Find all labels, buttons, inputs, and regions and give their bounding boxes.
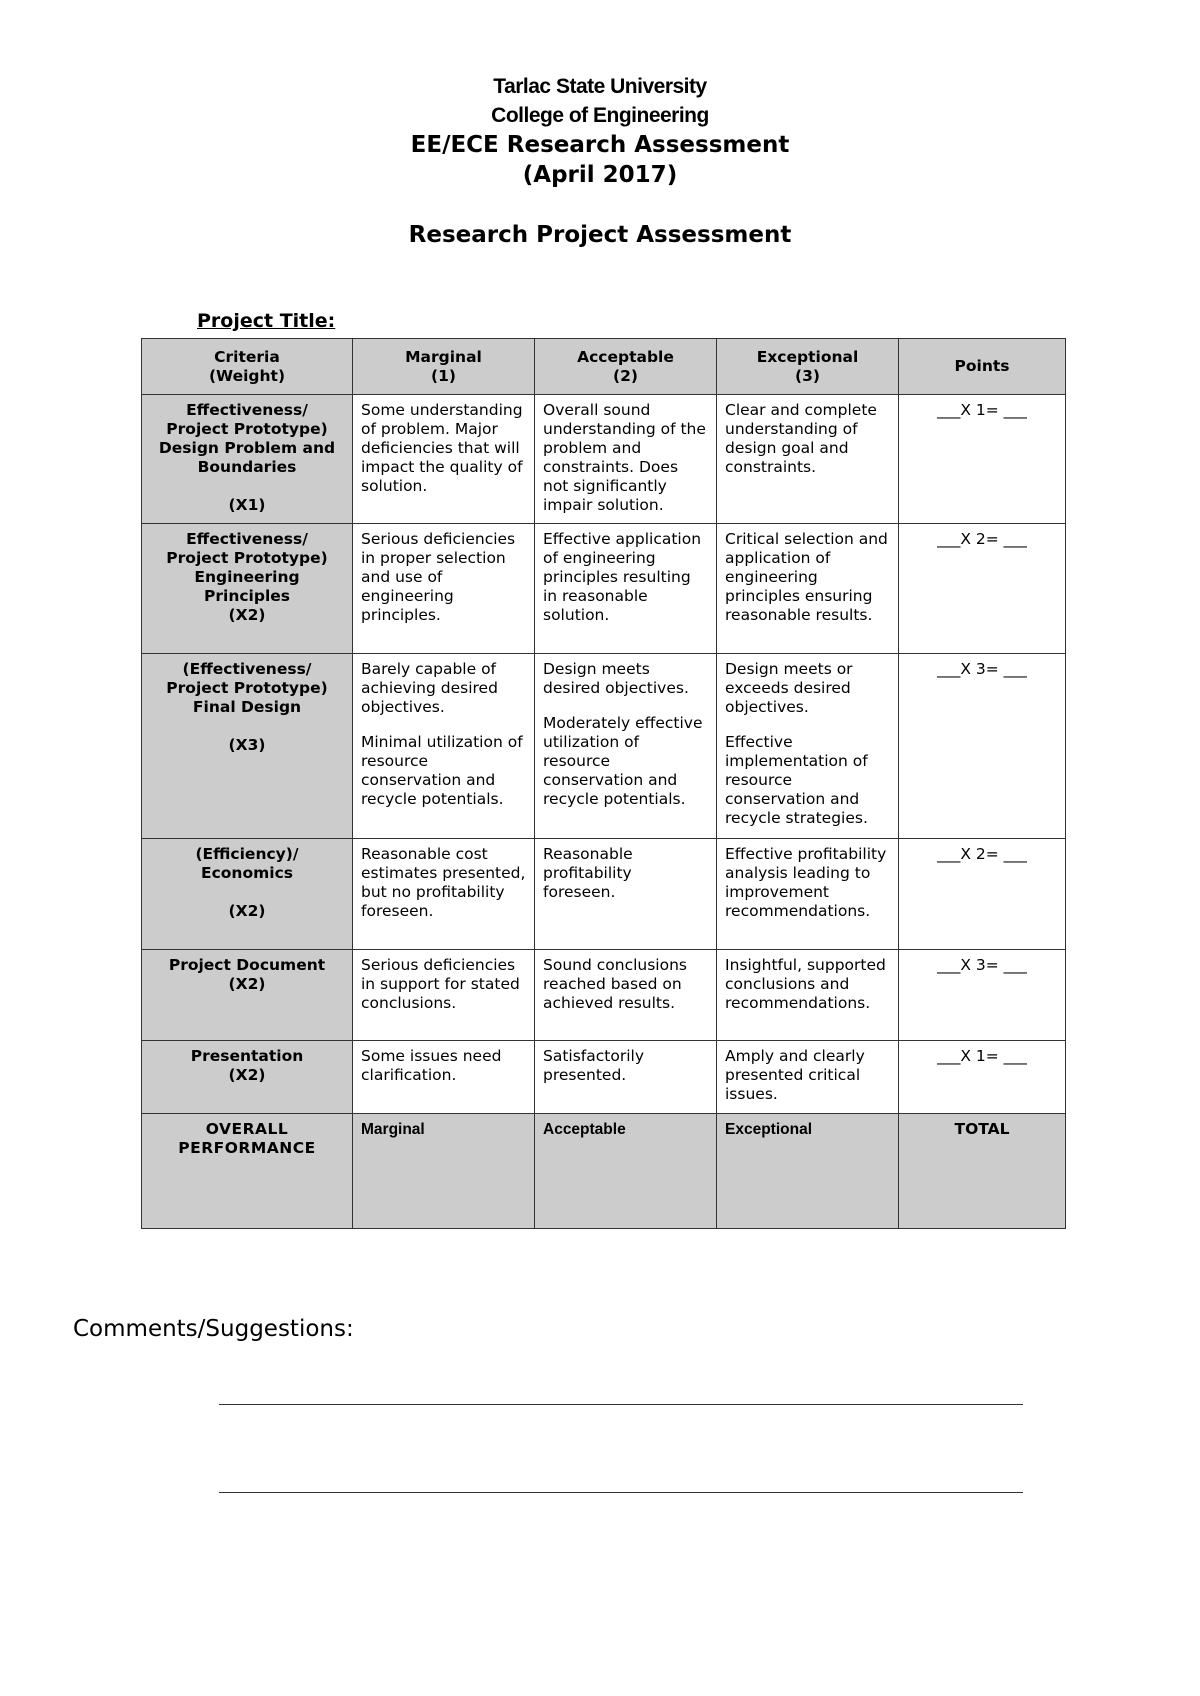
criteria-cell xyxy=(142,839,353,950)
acceptable-cell xyxy=(535,524,717,654)
criteria-text: Principles xyxy=(204,587,290,605)
exceptional-text: Effective profitability analysis leading to improvement recommendations. xyxy=(725,845,887,920)
points-cell[interactable]: ___X 3= ___ xyxy=(899,654,1066,839)
table-row xyxy=(142,839,1066,950)
exceptional-text: Insightful, supported conclusions and recommendations. xyxy=(725,956,886,1012)
overall-performance-label xyxy=(142,1114,353,1229)
criteria-text: Engineering xyxy=(194,568,300,586)
exceptional-cell xyxy=(717,395,899,524)
criteria-text: (X1) xyxy=(228,496,266,514)
exceptional-cell xyxy=(717,839,899,950)
overall-marginal-cell[interactable]: Marginal xyxy=(353,1114,535,1229)
table-row xyxy=(142,654,1066,839)
acceptable-text: Moderately effective utilization of resource conservation and recycle potentials. xyxy=(543,714,703,808)
overall-exceptional-cell[interactable]: Exceptional xyxy=(717,1114,899,1229)
exceptional-cell xyxy=(717,1041,899,1114)
marginal-text: Serious deficiencies in support for stated conclusions. xyxy=(361,956,520,1012)
criteria-text: (Effectiveness/ xyxy=(182,660,312,678)
table-row xyxy=(142,1041,1066,1114)
acceptable-text: Design meets desired objectives. xyxy=(543,660,689,697)
header-criteria: Criteria (Weight) xyxy=(142,339,353,395)
marginal-cell xyxy=(353,1041,535,1114)
university-name: Tarlac State University xyxy=(493,75,707,98)
acceptable-cell xyxy=(535,1041,717,1114)
overall-label-text: OVERALL xyxy=(205,1120,289,1138)
rubric-table xyxy=(141,338,1066,1229)
criteria-text: (X2) xyxy=(228,902,266,920)
points-cell[interactable]: ___X 3= ___ xyxy=(899,950,1066,1041)
exceptional-cell xyxy=(717,654,899,839)
criteria-cell xyxy=(142,395,353,524)
acceptable-text: Overall sound understanding of the problem and constraints. Does not significantly impair solution. xyxy=(543,401,706,514)
marginal-text: Barely capable of achieving desired objectives. xyxy=(361,660,498,716)
marginal-text: Reasonable cost estimates presented, but no profitability foreseen. xyxy=(361,845,526,920)
acceptable-text: Sound conclusions reached based on achieved results. xyxy=(543,956,687,1012)
overall-label-text: PERFORMANCE xyxy=(178,1139,316,1157)
marginal-text: Serious deficiencies in proper selection and use of engineering principles. xyxy=(361,530,516,624)
marginal-cell xyxy=(353,839,535,950)
criteria-text xyxy=(150,883,344,902)
table-row xyxy=(142,395,1066,524)
table-row xyxy=(142,524,1066,654)
marginal-cell xyxy=(353,395,535,524)
acceptable-text: Effective application of engineering principles resulting in reasonable solution. xyxy=(543,530,702,624)
exceptional-cell xyxy=(717,950,899,1041)
acceptable-text: Reasonable profitability foreseen. xyxy=(543,845,633,901)
acceptable-cell xyxy=(535,395,717,524)
criteria-text: (X3) xyxy=(228,736,266,754)
criteria-text xyxy=(150,477,344,496)
criteria-text: (X2) xyxy=(228,975,266,993)
header-points: Points xyxy=(899,339,1066,395)
criteria-text: (X2) xyxy=(228,606,266,624)
header-acceptable: Acceptable (2) xyxy=(535,339,717,395)
criteria-text: Boundaries xyxy=(197,458,297,476)
acceptable-cell xyxy=(535,839,717,950)
acceptable-cell xyxy=(535,950,717,1041)
assessment-date: (April 2017) xyxy=(522,162,678,188)
header-exceptional: Exceptional (3) xyxy=(717,339,899,395)
criteria-text xyxy=(150,717,344,736)
marginal-cell xyxy=(353,524,535,654)
header-marginal: Marginal (1) xyxy=(353,339,535,395)
college-name: College of Engineering xyxy=(491,104,709,127)
criteria-cell xyxy=(142,1041,353,1114)
overall-row xyxy=(142,1114,1066,1229)
comment-line[interactable] xyxy=(219,1492,1023,1493)
points-cell[interactable]: ___X 2= ___ xyxy=(899,839,1066,950)
criteria-text: Project Prototype) xyxy=(166,420,328,438)
marginal-cell xyxy=(353,654,535,839)
project-title-label: Project Title: xyxy=(197,310,336,332)
exceptional-text: Design meets or exceeds desired objectives. xyxy=(725,660,853,716)
marginal-cell xyxy=(353,950,535,1041)
criteria-cell xyxy=(142,950,353,1041)
page-subtitle: Research Project Assessment xyxy=(408,222,792,248)
comment-line[interactable] xyxy=(219,1404,1023,1405)
assessment-title: EE/ECE Research Assessment xyxy=(410,132,790,158)
overall-total-cell[interactable]: TOTAL xyxy=(899,1114,1066,1229)
acceptable-text: Satisfactorily presented. xyxy=(543,1047,644,1084)
criteria-text: Effectiveness/ xyxy=(186,401,308,419)
criteria-text: Project Prototype) xyxy=(166,549,328,567)
exceptional-text: Critical selection and application of engineering principles ensuring reasonable results. xyxy=(725,530,888,624)
marginal-text: Some understanding of problem. Major deficiencies that will impact the quality of solution. xyxy=(361,401,523,495)
criteria-cell xyxy=(142,524,353,654)
overall-acceptable-cell[interactable]: Acceptable xyxy=(535,1114,717,1229)
criteria-text: Project Document xyxy=(168,956,326,974)
exceptional-text: Amply and clearly presented critical issues. xyxy=(725,1047,865,1103)
criteria-cell xyxy=(142,654,353,839)
header-row xyxy=(142,339,1066,395)
points-cell[interactable]: ___X 2= ___ xyxy=(899,524,1066,654)
exceptional-text: Clear and complete understanding of design goal and constraints. xyxy=(725,401,877,476)
points-cell[interactable]: ___X 1= ___ xyxy=(899,1041,1066,1114)
points-cell[interactable]: ___X 1= ___ xyxy=(899,395,1066,524)
criteria-text: (Efficiency)/ xyxy=(195,845,299,863)
criteria-text: Project Prototype) xyxy=(166,679,328,697)
criteria-text: Presentation xyxy=(190,1047,304,1065)
exceptional-cell xyxy=(717,524,899,654)
criteria-text: Design Problem and xyxy=(158,439,336,457)
criteria-text: Final Design xyxy=(192,698,302,716)
criteria-text: Effectiveness/ xyxy=(186,530,308,548)
comments-label: Comments/Suggestions: xyxy=(73,1316,354,1342)
criteria-text: Economics xyxy=(201,864,293,882)
marginal-text: Minimal utilization of resource conservation and recycle potentials. xyxy=(361,733,523,808)
table-row xyxy=(142,950,1066,1041)
document-header xyxy=(0,72,1200,190)
acceptable-cell xyxy=(535,654,717,839)
exceptional-text: Effective implementation of resource conservation and recycle strategies. xyxy=(725,733,868,827)
marginal-text: Some issues need clarification. xyxy=(361,1047,502,1084)
criteria-text: (X2) xyxy=(228,1066,266,1084)
